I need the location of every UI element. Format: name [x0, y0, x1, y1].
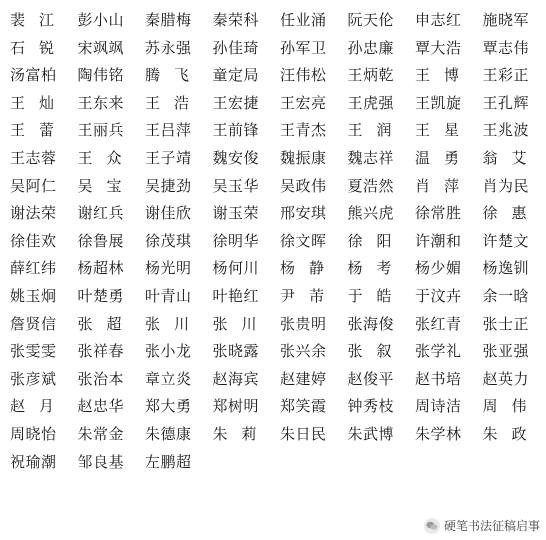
- name-entry: 姚玉炯: [10, 286, 57, 305]
- name-entry: 赵海宾: [212, 369, 260, 388]
- name-entry: 吴政伟: [280, 176, 327, 195]
- name-entry: 赵忠华: [77, 397, 125, 416]
- name-entry: 周晓怡: [10, 424, 57, 443]
- name-entry: 张兴余: [280, 342, 327, 361]
- name-entry: 王东来: [77, 93, 125, 112]
- name-entry: 王宏捷: [212, 93, 260, 112]
- name-entry: 薛红纬: [10, 259, 57, 278]
- name-entry: 朱日民: [280, 424, 327, 443]
- name-entry: 徐惠: [482, 204, 541, 223]
- name-entry: 张晓露: [212, 342, 260, 361]
- name-entry: 王兆波: [482, 121, 530, 140]
- name-entry: 王润: [347, 121, 406, 140]
- name-entry: 许楚文: [482, 231, 530, 250]
- name-entry: 魏振康: [280, 148, 327, 167]
- name-entry: 余一晗: [482, 286, 530, 305]
- name-entry: 张贵明: [280, 314, 327, 333]
- name-entry: 叶艳红: [212, 286, 260, 305]
- name-entry: 徐鲁展: [77, 231, 125, 250]
- name-entry: 钟秀枝: [347, 397, 395, 416]
- name-entry: 谢法荣: [10, 204, 57, 223]
- name-entry: 叶楚勇: [77, 286, 125, 305]
- name-entry: 于皓: [347, 286, 406, 305]
- name-entry: 左鹏超: [145, 452, 192, 471]
- name-entry: 吴玉华: [212, 176, 260, 195]
- name-entry: 朱莉: [212, 424, 271, 443]
- name-entry: 张川: [145, 314, 204, 333]
- name-entry: 张祥春: [77, 342, 125, 361]
- name-entry: 于汶卉: [415, 286, 462, 305]
- name-entry: 石锐: [10, 38, 69, 57]
- name-entry: 张叙: [347, 342, 406, 361]
- name-entry: 叶青山: [145, 286, 192, 305]
- name-entry: 郑大勇: [145, 397, 192, 416]
- name-entry: 王蕾: [10, 121, 69, 140]
- name-entry: 章立炎: [145, 369, 192, 388]
- name-entry: 熊兴虎: [347, 204, 395, 223]
- watermark: [424, 517, 540, 534]
- name-grid: [10, 7, 546, 476]
- name-entry: 张亚强: [482, 342, 530, 361]
- name-entry: 徐阳: [347, 231, 406, 250]
- name-entry: 尹芾: [280, 286, 339, 305]
- name-entry: 温勇: [415, 148, 474, 167]
- name-entry: 谢红兵: [77, 204, 125, 223]
- name-entry: 魏志祥: [347, 148, 395, 167]
- name-entry: 徐佳欢: [10, 231, 57, 250]
- name-entry: 赵英力: [482, 369, 530, 388]
- name-entry: 王孔辉: [482, 93, 530, 112]
- name-entry: 覃大浩: [415, 38, 462, 57]
- name-entry: 祝瑜潮: [10, 452, 57, 471]
- name-entry: 孙佳琦: [212, 38, 260, 57]
- name-entry: 郑树明: [212, 397, 260, 416]
- name-entry: 肖为民: [482, 176, 530, 195]
- name-entry: 王虎强: [347, 93, 395, 112]
- name-entry: 孙军卫: [280, 38, 327, 57]
- name-entry: 秦腊梅: [145, 11, 192, 29]
- name-entry: 朱学林: [415, 424, 462, 443]
- name-entry: 张红青: [415, 314, 462, 333]
- name-entry: 吴捷劲: [145, 176, 192, 195]
- name-entry: 王博: [415, 66, 474, 85]
- name-entry: 吴阿仁: [10, 176, 57, 195]
- name-entry: 谢佳欣: [145, 204, 192, 223]
- name-entry: 张学礼: [415, 342, 462, 361]
- name-entry: 童定局: [212, 66, 260, 85]
- name-entry: 张海俊: [347, 314, 395, 333]
- name-entry: 赵俊平: [347, 369, 395, 388]
- name-entry: 陶伟铭: [77, 66, 125, 85]
- name-entry: 徐茂琪: [145, 231, 192, 250]
- name-entry: 王宏亮: [280, 93, 327, 112]
- wechat-icon: [424, 518, 440, 534]
- name-entry: 秦荣科: [212, 11, 260, 29]
- name-entry: 王凯旋: [415, 93, 462, 112]
- name-entry: 王丽兵: [77, 121, 125, 140]
- name-entry: 赵书培: [415, 369, 462, 388]
- name-entry: 苏永强: [145, 38, 192, 57]
- name-entry: 王青杰: [280, 121, 327, 140]
- name-entry: 邹良基: [77, 452, 125, 471]
- name-entry: 张雯雯: [10, 342, 57, 361]
- name-entry: 张士正: [482, 314, 530, 333]
- name-entry: 杨何川: [212, 259, 260, 278]
- name-entry: 杨静: [280, 259, 339, 278]
- name-entry: 郑笑霞: [280, 397, 327, 416]
- name-entry: 孙忠廉: [347, 38, 395, 57]
- name-entry: 宋飒飒: [77, 38, 125, 57]
- name-entry: 王子靖: [145, 148, 192, 167]
- name-entry: 杨考: [347, 259, 406, 278]
- name-entry: 王炳乾: [347, 66, 395, 85]
- name-entry: 王众: [77, 148, 136, 167]
- name-entry: 魏安俊: [212, 148, 260, 167]
- name-entry: 任业涌: [280, 11, 327, 29]
- name-entry: 杨光明: [145, 259, 192, 278]
- name-entry: 徐常胜: [415, 204, 462, 223]
- watermark-text: 硬笔书法征稿启事: [443, 519, 540, 533]
- name-entry: 王彩正: [482, 66, 530, 85]
- name-entry: 张川: [212, 314, 271, 333]
- name-entry: 王灿: [10, 93, 69, 112]
- name-entry: 裴江: [10, 11, 69, 29]
- name-entry: 汪伟松: [280, 66, 327, 85]
- name-entry: 王浩: [145, 93, 204, 112]
- name-entry: 谢玉荣: [212, 204, 260, 223]
- name-entry: 阮天伦: [347, 11, 395, 29]
- name-entry: 杨逸钏: [482, 259, 530, 278]
- name-entry: 朱武博: [347, 424, 395, 443]
- name-entry: 许潮和: [415, 231, 462, 250]
- name-entry: 邢安琪: [280, 204, 327, 223]
- name-entry: 赵月: [10, 397, 69, 416]
- name-entry: 朱常金: [77, 424, 125, 443]
- name-entry: 腾飞: [145, 66, 204, 85]
- name-entry: 徐明华: [212, 231, 260, 250]
- name-entry: 覃志伟: [482, 38, 530, 57]
- name-entry: 翁艾: [482, 148, 541, 167]
- name-entry: 王星: [415, 121, 474, 140]
- name-entry: 周诗洁: [415, 397, 462, 416]
- name-entry: 徐文晖: [280, 231, 327, 250]
- name-entry: 吴宝: [77, 176, 136, 195]
- name-entry: 赵建婷: [280, 369, 327, 388]
- name-entry: 张治本: [77, 369, 125, 388]
- name-entry: 张彦斌: [10, 369, 57, 388]
- name-entry: 施晓军: [482, 11, 530, 29]
- name-entry: 夏浩然: [347, 176, 395, 195]
- name-entry: 张小龙: [145, 342, 192, 361]
- name-entry: 王前锋: [212, 121, 260, 140]
- name-entry: 王吕萍: [145, 121, 192, 140]
- name-entry: 朱政: [482, 424, 541, 443]
- name-entry: 汤富柏: [10, 66, 57, 85]
- name-entry: 王志蓉: [10, 148, 57, 167]
- name-entry: 申志红: [415, 11, 462, 29]
- name-entry: 杨超林: [77, 259, 125, 278]
- name-entry: 詹贤信: [10, 314, 57, 333]
- name-entry: 肖萍: [415, 176, 474, 195]
- name-entry: 彭小山: [77, 11, 125, 29]
- name-entry: 张超: [77, 314, 136, 333]
- name-entry: 朱德康: [145, 424, 192, 443]
- name-entry: 杨少媚: [415, 259, 462, 278]
- name-entry: 周伟: [482, 397, 541, 416]
